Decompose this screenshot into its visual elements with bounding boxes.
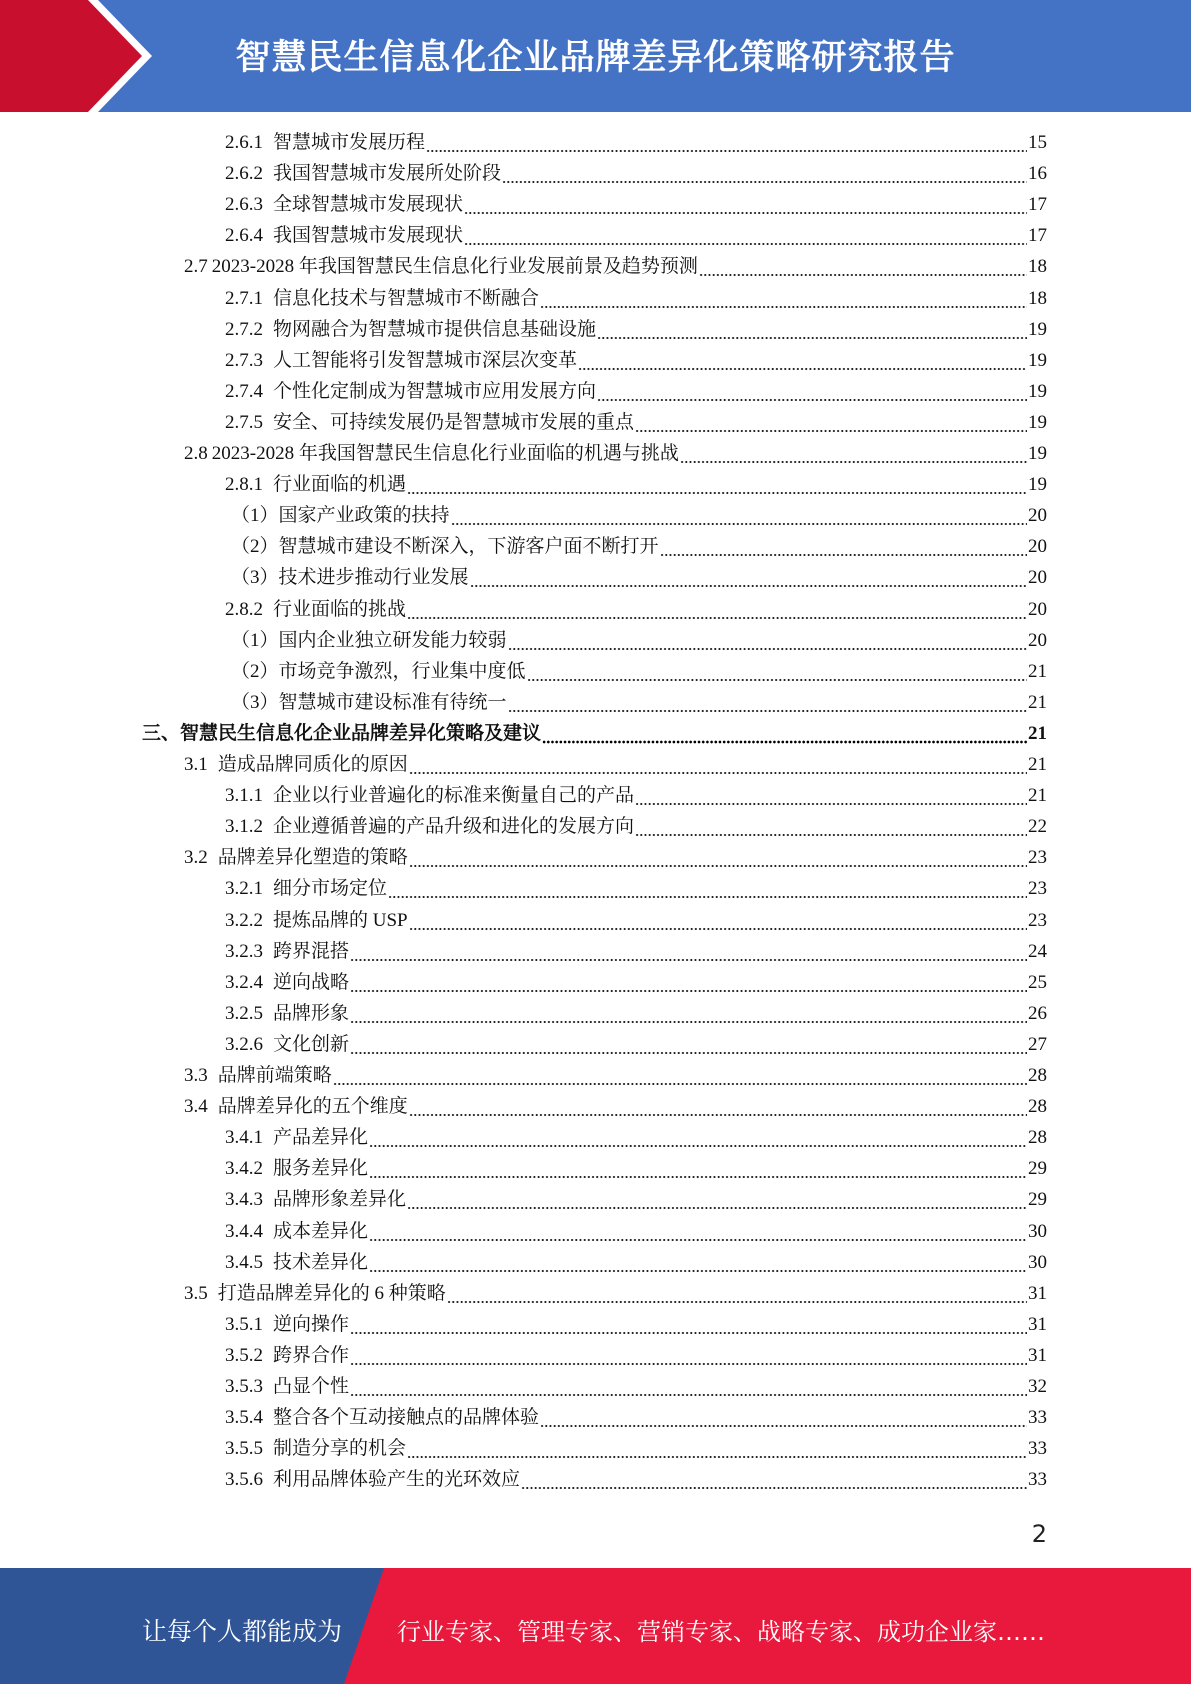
toc-entry-title: （1）国内企业独立研发能力较弱 — [231, 629, 507, 651]
toc-entry[interactable] — [184, 438, 1047, 469]
toc-entry-page: 19 — [1028, 474, 1047, 496]
toc-entry-page: 29 — [1028, 1189, 1047, 1211]
toc-leader-dots — [407, 469, 1027, 500]
toc-entry-page: 19 — [1028, 318, 1047, 340]
toc-leader-dots — [407, 1433, 1027, 1464]
toc-entry-page: 21 — [1028, 691, 1047, 713]
toc-entry[interactable] — [225, 1184, 1047, 1215]
toc-entry-number: 3.4.3 — [225, 1189, 263, 1211]
toc-entry[interactable] — [225, 345, 1047, 376]
toc-entry-title: 2023-2028 年我国智慧民生信息化行业发展前景及趋势预测 — [211, 256, 698, 278]
toc-entry-page: 20 — [1028, 598, 1047, 620]
toc-leader-dots — [464, 220, 1027, 251]
toc-entry-page: 20 — [1028, 629, 1047, 651]
toc-entry[interactable] — [231, 656, 1047, 687]
toc-leader-dots — [407, 594, 1027, 625]
toc-entry-page: 28 — [1028, 1127, 1047, 1149]
toc-entry-page: 19 — [1028, 349, 1047, 371]
toc-entry-title: 服务差异化 — [273, 1158, 369, 1180]
toc-entry[interactable] — [225, 811, 1047, 842]
toc-leader-dots — [502, 158, 1027, 189]
toc-leader-dots — [426, 127, 1027, 158]
toc-entry[interactable] — [231, 531, 1047, 562]
toc-entry-number: 3.1 — [184, 754, 208, 775]
toc-entry-title: 我国智慧城市发展所处阶段 — [273, 163, 502, 185]
toc-leader-dots — [660, 531, 1027, 562]
toc-entry[interactable] — [231, 625, 1047, 656]
toc-entry-title: （3）技术进步推动行业发展 — [231, 567, 469, 589]
toc-entry-number: 3.5.1 — [225, 1313, 263, 1335]
toc-leader-dots — [597, 314, 1027, 345]
toc-leader-dots — [635, 780, 1027, 811]
toc-entry-page: 24 — [1028, 940, 1047, 962]
toc-entry-title: 人工智能将引发智慧城市深层次变革 — [273, 349, 578, 371]
toc-entry-title: （1）国家产业政策的扶持 — [231, 505, 450, 527]
toc-entry[interactable] — [225, 1464, 1047, 1495]
toc-entry[interactable] — [225, 283, 1047, 314]
toc-entry-title: 企业以行业普遍化的标准来衡量自己的产品 — [273, 785, 635, 807]
toc-entry[interactable] — [225, 905, 1047, 936]
toc-entry-number: 3.5.5 — [225, 1438, 263, 1460]
toc-leader-dots — [350, 1340, 1027, 1371]
toc-entry[interactable] — [225, 1153, 1047, 1184]
toc-entry-title: 整合各个互动接触点的品牌体验 — [273, 1407, 540, 1429]
toc-entry-number: 2.6.3 — [225, 194, 263, 216]
toc-leader-dots — [540, 1402, 1027, 1433]
toc-entry[interactable] — [231, 562, 1047, 593]
toc-entry-title: （2）智慧城市建设不断深入，下游客户面不断打开 — [231, 536, 659, 558]
toc-entry-number: 3.4.2 — [225, 1158, 263, 1180]
toc-leader-dots — [447, 1278, 1027, 1309]
toc-entry-number: 2.8.2 — [225, 598, 263, 620]
toc-entry-title: 全球智慧城市发展现状 — [273, 194, 464, 216]
toc-leader-dots — [451, 500, 1027, 531]
toc-entry-page: 26 — [1028, 1002, 1047, 1024]
toc-entry-page: 33 — [1028, 1407, 1047, 1429]
toc-entry-page: 30 — [1028, 1220, 1047, 1242]
toc-leader-dots — [350, 936, 1027, 967]
toc-leader-dots — [578, 345, 1027, 376]
toc-entry-title: 跨界混搭 — [273, 940, 350, 962]
toc-entry-number: 2.7.1 — [225, 287, 263, 309]
toc-entry-title: 利用品牌体验产生的光环效应 — [273, 1469, 521, 1491]
toc-entry-number: 3.3 — [184, 1065, 208, 1086]
toc-entry[interactable] — [184, 842, 1047, 873]
toc-entry[interactable] — [225, 1402, 1047, 1433]
toc-entry-number: 2.6.1 — [225, 132, 263, 153]
toc-entry-title: 2023-2028 年我国智慧民生信息化行业面临的机遇与挑战 — [211, 443, 679, 464]
toc-entry-number: 3.5.2 — [225, 1344, 263, 1366]
toc-entry[interactable] — [225, 469, 1047, 500]
toc-entry-page: 18 — [1028, 287, 1047, 309]
toc-entry-title: 成本差异化 — [273, 1220, 369, 1242]
toc-leader-dots — [680, 438, 1027, 469]
toc-entry[interactable] — [225, 1433, 1047, 1464]
toc-entry-number: 2.8.1 — [225, 474, 263, 496]
toc-entry-number: 2.7.5 — [225, 411, 263, 433]
toc-entry-number: 3.5.6 — [225, 1469, 263, 1491]
toc-leader-dots — [508, 687, 1027, 718]
toc-leader-dots — [350, 998, 1027, 1029]
toc-entry[interactable] — [225, 376, 1047, 407]
toc-entry-number: 2.7.3 — [225, 349, 263, 371]
toc-entry[interactable] — [225, 998, 1047, 1029]
toc-entry-page: 17 — [1028, 225, 1047, 247]
toc-leader-dots — [635, 407, 1027, 438]
toc-entry[interactable] — [225, 1216, 1047, 1247]
toc-leader-dots — [369, 1247, 1027, 1278]
toc-entry-number: 3.4.1 — [225, 1127, 263, 1149]
toc-leader-dots — [597, 376, 1027, 407]
toc-entry[interactable] — [225, 873, 1047, 904]
toc-leader-dots — [635, 811, 1027, 842]
toc-entry-number: 2.6.2 — [225, 163, 263, 185]
toc-entry-page: 21 — [1028, 785, 1047, 807]
toc-entry-title: 凸显个性 — [273, 1376, 350, 1397]
toc-entry-page: 28 — [1028, 1065, 1047, 1086]
toc-leader-dots — [369, 1153, 1027, 1184]
toc-entry-title: （2）市场竞争激烈，行业集中度低 — [231, 660, 526, 682]
toc-entry-number: 3.5 — [184, 1282, 208, 1304]
toc-entry-number: 3.4.4 — [225, 1220, 263, 1242]
toc-entry[interactable] — [225, 594, 1047, 625]
toc-entry-page: 31 — [1028, 1344, 1047, 1366]
toc-entry[interactable] — [142, 718, 1047, 749]
toc-leader-dots — [699, 251, 1027, 282]
toc-entry-title: 产品差异化 — [273, 1127, 369, 1149]
toc-entry-title: 造成品牌同质化的原因 — [217, 754, 408, 775]
toc-entry-number: 2.7.4 — [225, 380, 263, 402]
toc-entry-number: 3.2.3 — [225, 940, 263, 962]
toc-entry-page: 25 — [1028, 971, 1047, 993]
toc-entry-number: 3.5.4 — [225, 1407, 263, 1429]
toc-entry-number: 3.4.5 — [225, 1251, 263, 1273]
toc-entry[interactable] — [225, 158, 1047, 189]
toc-entry-title: 文化创新 — [273, 1033, 350, 1055]
toc-leader-dots — [369, 1122, 1027, 1153]
toc-entry[interactable] — [225, 314, 1047, 345]
toc-entry-page: 19 — [1028, 380, 1047, 402]
toc-leader-dots — [409, 905, 1027, 936]
toc-entry-page: 17 — [1028, 194, 1047, 216]
toc-entry-page: 32 — [1028, 1376, 1047, 1397]
toc-entry-page: 20 — [1028, 567, 1047, 589]
toc-entry[interactable] — [231, 687, 1047, 718]
toc-entry-number: 3.2.2 — [225, 909, 263, 931]
footer-slogan-right: 行业专家、管理专家、营销专家、战略专家、成功企业家…… — [397, 1618, 1045, 1646]
toc-entry-title: 提炼品牌的 USP — [273, 909, 408, 931]
toc-entry[interactable] — [184, 251, 1047, 282]
toc-entry-page: 23 — [1028, 909, 1047, 931]
toc-entry-title: 品牌差异化的五个维度 — [217, 1096, 408, 1118]
toc-entry-page: 15 — [1028, 132, 1047, 153]
toc-leader-dots — [527, 656, 1027, 687]
toc-entry-page: 20 — [1028, 505, 1047, 527]
toc-entry-title: 逆向操作 — [273, 1313, 350, 1335]
toc-entry-number: 2.6.4 — [225, 225, 263, 247]
toc-entry-title: 物网融合为智慧城市提供信息基础设施 — [273, 318, 597, 340]
page-number: 2 — [1031, 1520, 1047, 1548]
toc-leader-dots — [350, 1371, 1027, 1402]
toc-entry-page: 20 — [1028, 536, 1047, 558]
toc-entry[interactable] — [184, 1091, 1047, 1122]
toc-entry-title: 企业遵循普遍的产品升级和进化的发展方向 — [273, 816, 635, 838]
toc-leader-dots — [350, 967, 1027, 998]
toc-entry[interactable] — [225, 936, 1047, 967]
toc-leader-dots — [521, 1464, 1027, 1495]
toc-entry-title: 信息化技术与智慧城市不断融合 — [273, 287, 540, 309]
toc-entry-number: 3.2.4 — [225, 971, 263, 993]
toc-entry[interactable] — [225, 1309, 1047, 1340]
toc-entry-page: 21 — [1028, 660, 1047, 682]
toc-entry-page: 29 — [1028, 1158, 1047, 1180]
toc-entry-number: 3.5.3 — [225, 1376, 263, 1397]
toc-entry-title: 品牌差异化塑造的策略 — [217, 847, 408, 869]
toc-entry-title: 品牌形象 — [273, 1002, 350, 1024]
toc-entry[interactable] — [225, 1247, 1047, 1278]
toc-entry[interactable] — [225, 189, 1047, 220]
toc-entry-title: 个性化定制成为智慧城市应用发展方向 — [273, 380, 597, 402]
toc-entry[interactable] — [225, 220, 1047, 251]
toc-entry[interactable] — [225, 127, 1047, 158]
header-bar — [0, 0, 1191, 112]
toc-entry-title: 我国智慧城市发展现状 — [273, 225, 464, 247]
toc-entry-title: 跨界合作 — [273, 1344, 350, 1366]
toc-entry[interactable] — [225, 780, 1047, 811]
toc-entry-title: 智慧城市发展历程 — [273, 132, 426, 153]
toc-leader-dots — [542, 718, 1027, 749]
toc-entry-number: 2.7.2 — [225, 318, 263, 340]
toc-entry-page: 31 — [1028, 1313, 1047, 1335]
toc-entry[interactable] — [225, 407, 1047, 438]
toc-entry-title: 技术差异化 — [273, 1251, 369, 1273]
toc-entry-page: 30 — [1028, 1251, 1047, 1273]
toc-entry-title: 打造品牌差异化的 6 种策略 — [217, 1282, 446, 1304]
toc-leader-dots — [464, 189, 1027, 220]
toc-entry-number: 3.1.1 — [225, 785, 263, 807]
toc-leader-dots — [350, 1029, 1027, 1060]
toc-entry-page: 23 — [1028, 878, 1047, 900]
toc-entry-page: 21 — [1028, 754, 1047, 775]
toc-entry-number: 3.2 — [184, 847, 208, 869]
toc-entry-number: 3.2.1 — [225, 878, 263, 900]
toc-leader-dots — [350, 1309, 1027, 1340]
toc-entry-number: 3.4 — [184, 1096, 208, 1118]
toc-entry-number: 2.8 — [184, 443, 208, 464]
footer-slogan-left: 让每个人都能成为 — [142, 1617, 343, 1646]
toc-entry-page: 28 — [1028, 1096, 1047, 1118]
toc-leader-dots — [409, 842, 1027, 873]
toc-entry-title: 品牌形象差异化 — [273, 1189, 407, 1211]
toc-entry[interactable] — [231, 500, 1047, 531]
toc-entry-title: 细分市场定位 — [273, 878, 388, 900]
toc-leader-dots — [409, 749, 1027, 780]
toc-entry-page: 19 — [1028, 411, 1047, 433]
toc-entry-number: 3.2.5 — [225, 1002, 263, 1024]
toc-entry-title: 制造分享的机会 — [273, 1438, 407, 1460]
toc-leader-dots — [407, 1184, 1027, 1215]
toc-entry[interactable] — [225, 1029, 1047, 1060]
toc-entry-page: 31 — [1028, 1282, 1047, 1304]
toc-entry-page: 19 — [1028, 443, 1047, 464]
toc-leader-dots — [470, 562, 1027, 593]
toc-entry-page: 18 — [1028, 256, 1047, 278]
footer-banner — [0, 1568, 1191, 1684]
toc-entry[interactable] — [225, 1340, 1047, 1371]
toc-entry-number: 2.7 — [184, 256, 208, 278]
toc-leader-dots — [409, 1091, 1027, 1122]
toc-entry-number: 3.1.2 — [225, 816, 263, 838]
toc-leader-dots — [508, 625, 1027, 656]
toc-leader-dots — [369, 1216, 1027, 1247]
toc-entry-page: 22 — [1028, 816, 1047, 838]
toc-entry-page: 27 — [1028, 1033, 1047, 1055]
toc-entry[interactable] — [184, 1278, 1047, 1309]
toc-leader-dots — [333, 1060, 1027, 1091]
toc-entry-page: 23 — [1028, 847, 1047, 869]
toc-entry-page: 16 — [1028, 163, 1047, 185]
toc-entry[interactable] — [225, 1122, 1047, 1153]
toc-entry[interactable] — [225, 1371, 1047, 1402]
toc-entry-page: 21 — [1028, 722, 1047, 744]
toc-leader-dots — [540, 283, 1027, 314]
toc-entry-title: 行业面临的挑战 — [273, 598, 407, 620]
toc-entry-title: （3）智慧城市建设标准有待统一 — [231, 691, 507, 713]
toc-entry-title: 品牌前端策略 — [217, 1065, 332, 1086]
toc-entry[interactable] — [225, 967, 1047, 998]
toc-entry-title: 行业面临的机遇 — [273, 474, 407, 496]
toc-entry[interactable] — [184, 1060, 1047, 1091]
toc-entry-number: 3.2.6 — [225, 1033, 263, 1055]
toc-entry-page: 33 — [1028, 1438, 1047, 1460]
toc-entry-title: 安全、可持续发展仍是智慧城市发展的重点 — [273, 411, 635, 433]
toc-entry-page: 33 — [1028, 1469, 1047, 1491]
report-title: 智慧民生信息化企业品牌差异化策略研究报告 — [235, 38, 956, 78]
toc-leader-dots — [388, 873, 1027, 904]
toc-entry-title: 三、智慧民生信息化企业品牌差异化策略及建议 — [142, 722, 542, 744]
toc-entry-title: 逆向战略 — [273, 971, 350, 993]
toc-entry[interactable] — [184, 749, 1047, 780]
